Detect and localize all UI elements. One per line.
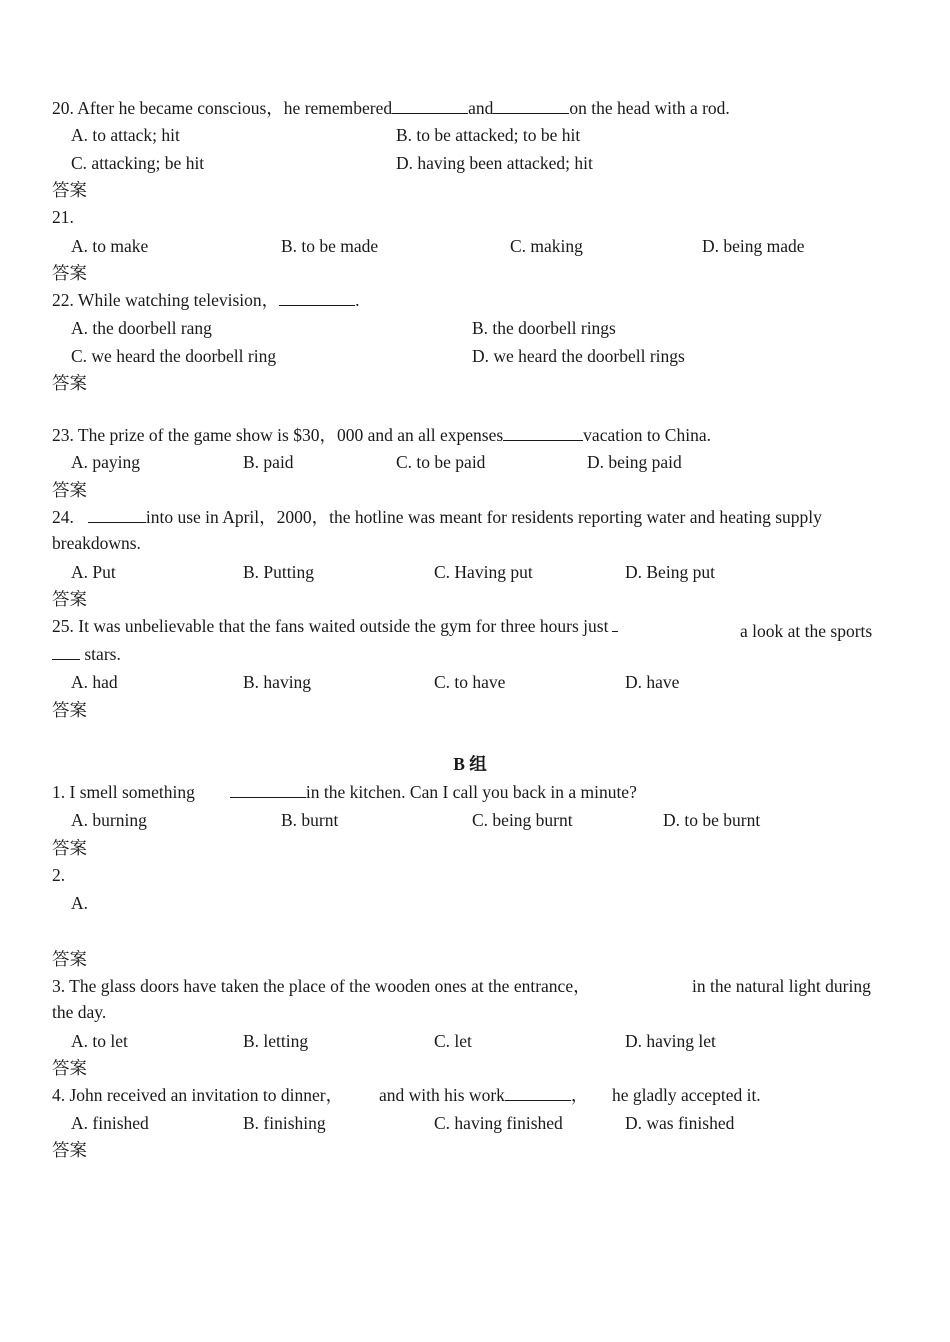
q20-option-b: B. to be attacked; to be hit [396,125,581,145]
q25-stem-continued [52,643,121,665]
q21-option-c: C. making [510,236,583,256]
q22-option-d: D. we heard the doorbell rings [472,346,685,366]
q22-option-a: A. the doorbell rang [71,318,212,338]
q25-answer-label: 答案 [52,700,87,720]
b-q4-stem-part: ， [570,1085,589,1105]
b-q4-option-b: B. finishing [243,1113,326,1133]
b-q2-answer-label: 答案 [52,949,87,969]
q25-option-c: C. to have [434,672,506,692]
q20-stem [52,97,730,119]
b-q4-answer-label: 答案 [52,1140,87,1160]
q25-stem-part: 25. It was unbelievable that the fans waited outside the gym for three hours just [52,616,609,636]
q24-option-d: D. Being put [625,562,715,582]
q22-answer-label: 答案 [52,373,87,393]
b-q1-option-c: C. being burnt [472,810,573,830]
q22-blank [279,289,355,306]
b-q3-stem: 3. The glass doors have taken the place of the wooden ones at the entrance， [52,976,591,996]
group-b-heading: B 组 [453,754,487,774]
q20-option-d: D. having been attacked; hit [396,153,593,173]
b-q3-option-b: B. letting [243,1031,309,1051]
b-q3-option-d: D. having let [625,1031,716,1051]
q20-blank-1 [392,97,468,114]
b-q4-blank [505,1084,571,1101]
b-q1-blank [230,781,306,798]
b-q4-stem: 4. John received an invitation to dinner， [52,1085,344,1105]
q21-option-d: D. being made [702,236,805,256]
q24-stem-continued: breakdowns. [52,533,141,553]
b-q4-stem-part: and with his work [379,1085,505,1105]
q20-option-a: A. to attack; hit [71,125,180,145]
b-q3-option-a: A. to let [71,1031,128,1051]
b-q1-option-d: D. to be burnt [663,810,761,830]
q23-stem [52,424,711,446]
b-q4-stem-part-b [379,1084,588,1106]
q20-stem-part: 20. After he became conscious，he remembered [52,98,393,118]
q22-option-b: B. the doorbell rings [472,318,616,338]
b-q3-option-c: C. let [434,1031,472,1051]
b-q3-answer-label: 答案 [52,1058,87,1078]
b-q1-stem-part: 1. I smell something [52,782,195,802]
b-q1-option-a: A. burning [71,810,147,830]
q20-answer-label: 答案 [52,180,87,200]
q23-stem-part: vacation to China. [583,425,711,445]
q23-option-c: C. to be paid [396,452,486,472]
q24-option-a: A. Put [71,562,116,582]
q22-stem [52,289,360,311]
q20-stem-part: and [468,98,494,118]
q25-stem-part-b: a look at the sports [740,621,873,641]
q20-blank-2 [493,97,569,114]
b-q1-stem [52,781,637,803]
b-q3-stem-part-b: in the natural light during [692,976,871,996]
q25-stem-part: stars. [84,644,121,664]
q21-option-b: B. to be made [281,236,379,256]
q24-blank [88,506,146,523]
q23-blank [503,424,583,441]
b-q2-stem: 2. [52,865,66,885]
q25-blank [612,615,618,632]
b-q2-option-a: A. [71,893,89,913]
b-q1-answer-label: 答案 [52,838,87,858]
q25-option-b: B. having [243,672,312,692]
q25-option-a: A. had [71,672,118,692]
q20-option-c: C. attacking; be hit [71,153,205,173]
q21-answer-label: 答案 [52,263,87,283]
b-q3-stem-continued: the day. [52,1002,107,1022]
q23-stem-part: 23. The prize of the game show is $30，000 and an all expenses [52,425,504,445]
b-q4-option-c: C. having finished [434,1113,563,1133]
q25-blank-2 [52,643,80,660]
q21-stem: 21. [52,207,74,227]
q23-answer-label: 答案 [52,480,87,500]
q22-stem-part: 22. While watching television， [52,290,280,310]
q24-option-b: B. Putting [243,562,314,582]
q24-answer-label: 答案 [52,589,87,609]
q23-option-b: B. paid [243,452,294,472]
b-q1-option-b: B. burnt [281,810,339,830]
b-q1-stem-part: in the kitchen. Can I call you back in a minute? [305,782,637,802]
q21-option-a: A. to make [71,236,149,256]
q25-stem [52,615,618,637]
q24-option-c: C. Having put [434,562,533,582]
q25-option-d: D. have [625,672,680,692]
q23-option-d: D. being paid [587,452,682,472]
q22-option-c: C. we heard the doorbell ring [71,346,277,366]
q20-stem-part: on the head with a rod. [569,98,730,118]
b-q4-option-a: A. finished [71,1113,149,1133]
q24-stem [52,506,822,528]
q23-option-a: A. paying [71,452,141,472]
b-q4-option-d: D. was finished [625,1113,735,1133]
b-q4-stem-part-d: he gladly accepted it. [612,1085,761,1105]
q24-stem-part: 24. [52,507,74,527]
q24-stem-part: into use in April，2000，the hotline was meant for residents reporting water and heating supply [145,507,822,527]
q22-stem-part: . [355,290,360,310]
